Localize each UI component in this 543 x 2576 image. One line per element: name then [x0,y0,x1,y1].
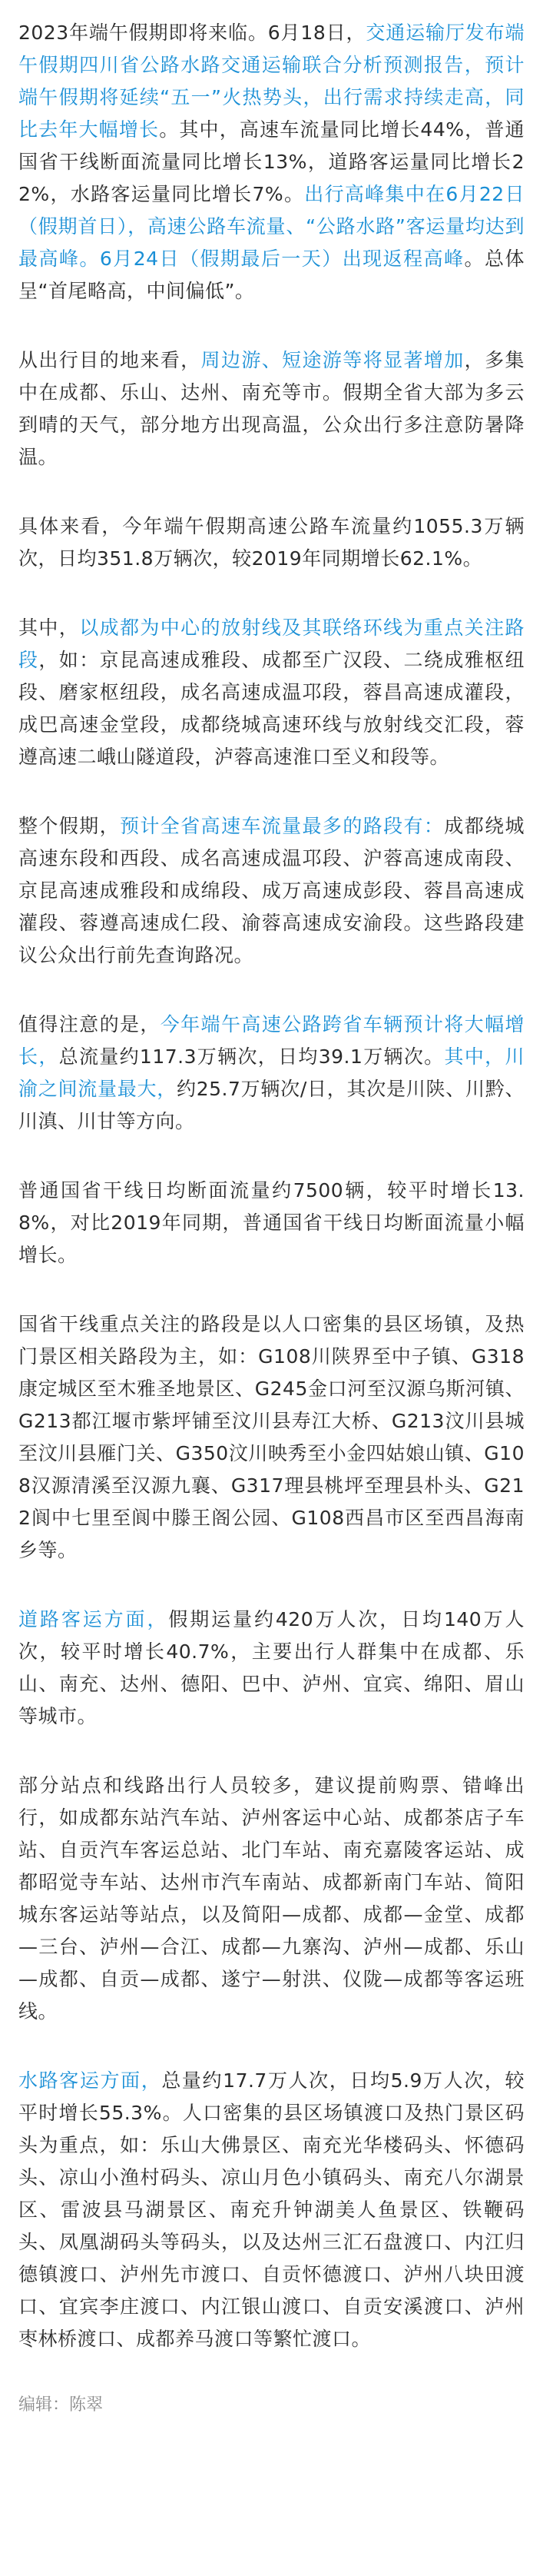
highlighted-text: 道路客运方面， [18,1608,169,1630]
body-text: 国省干线重点关注的路段是以人口密集的县区场镇，及热门景区相关路段为主，如：G108川陕界至中子镇、G318康定城区至木雅圣地景区、G245金口河至汉源乌斯河镇、G213都江堰市紫坪铺至汶川县寿江大桥、G213汶川县城至汶川县雁门关、G350汶川映秀至小金四姑娘山镇、G108汉源清溪至汉源九襄、G317理县桃坪至理县朴头、G212阆中七里至阆中滕王阁公园、G108西昌市区至西昌海南乡等。 [18,1313,525,1561]
body-text: 具体来看，今年端午假期高速公路车流量约1055.3万辆次，日均351.8万辆次，较2019年同期增长62.1%。 [18,515,525,570]
body-text: 整个假期， [18,815,120,837]
highlighted-text: 其中，川渝之间流量最大， [18,1045,525,1100]
para-trunk-sections [18,1308,525,1567]
body-text: 部分站点和线路出行人员较多，建议提前购票、错峰出行，如成都东站汽车站、泸州客运中心站、成都茶店子车站、自贡汽车客运总站、北门车站、南充嘉陵客运站、成都昭觉寺车站、达州市汽车南站、成都新南门车站、简阳城东客运站等站点，以及简阳—成都、成都—金堂、成都—三台、泸州—合江、成都—九寨沟、泸州—成都、乐山—成都、自贡—成都、遂宁—射洪、仪陇—成都等客运班线。 [18,1774,525,2023]
para-highway-volume [18,510,525,575]
para-cross-city [18,1009,525,1138]
highlighted-text: 交通运输厅发布端午假期四川省公路水路交通运输联合分析预测报告，预计端午假期将延续“五一”火热势头，出行需求持续走高，同比去年大幅增长 [18,22,525,141]
body-text: 普通国省干线日均断面流量约7500辆，较平时增长13.8%，对比2019年同期，普通国省干线日均断面流量小幅增长。 [18,1179,525,1266]
body-text: ，如：京昆高速成雅段、成都至广汉段、二绕成雅枢纽段、磨家枢纽段，成名高速成温邛段，蓉昌高速成灌段，成巴高速金堂段，成都绕城高速环线与放射线交汇段，蓉遵高速二峨山隧道段，泸蓉高速淮口至义和段等。 [18,649,525,768]
body-text: 2023年端午假期即将来临。6月18日， [18,22,366,44]
para-road-passenger [18,1604,525,1733]
body-text: 总量约17.7万人次，日均5.9万人次，较平时增长55.3%。人口密集的县区场镇渡口及热门景区码头为重点，如：乐山大佛景区、南充光华楼码头、怀德码头、凉山小渔村码头、凉山月色小镇码头、南充八尔湖景区、雷波县马湖景区、南充升钟湖美人鱼景区、铁鞭码头、凤凰湖码头等码头，以及达州三汇石盘渡口、内江归德镇渡口、泸州先市渡口、自贡怀德渡口、泸州八块田渡口、宜宾李庄渡口、内江银山渡口、自贡安溪渡口、泸州枣林桥渡口、成都养马渡口等繁忙渡口。 [18,2069,525,2350]
body-text: 其中， [18,617,80,639]
body-text: 约25.7万辆次/日，其次是川陕、川黔、川滇、川甘等方向。 [18,1078,525,1132]
highlighted-text: 出行高峰集中在6月22日（假期首日），高速公路车流量、“公路水路”客运量均达到最高峰。6月24日（假期最后一天）出现返程高峰 [18,183,525,270]
body-text: 成都绕城高速东段和西段、成名高速成温邛段、沪蓉高速成南段、京昆高速成雅段和成绵段、成万高速成彭段、蓉昌高速成灌段、蓉遵高速成仁段、渝蓉高速成安渝段。这些路段建议公众出行前先查询路况。 [18,815,525,966]
para-destinations [18,344,525,474]
para-waterway [18,2065,525,2355]
body-text: 值得注意的是， [18,1013,161,1035]
body-text: 。其中，高速车流量同比增长44%，普通国省干线断面流量同比增长13%，道路客运量同比增长22%，水路客运量同比增长7%。 [18,118,525,205]
para-trunk-lines [18,1175,525,1271]
para-key-sections [18,612,525,773]
highlighted-text: 今年端午高速公路跨省车辆预计将大幅增长， [18,1013,525,1068]
body-text: ，多集中在成都、乐山、达州、南充等市。假期全省大部为多云到晴的天气，部分地方出现高温，公众出行多注意防暑降温。 [18,349,525,468]
para-intro [18,17,525,307]
body-text: 从出行目的地来看， [18,349,201,371]
para-stations [18,1770,525,2028]
body-text: 。总体呈“首尾略高，中间偏低”。 [18,248,525,302]
highlighted-text: 周边游、短途游等将显著增加 [200,349,465,371]
body-text: 总流量约117.3万辆次，日均39.1万辆次。 [58,1045,445,1068]
editor-caption: 编辑：陈翠 [18,2395,104,2415]
highlighted-text: 预计全省高速车流量最多的路段有： [119,815,445,837]
body-text: 假期运量约420万人次，日均140万人次，较平时增长40.7%，主要出行人群集中在成都、乐山、南充、达州、德阳、巴中、泸州、宜宾、绵阳、眉山等城市。 [18,1608,525,1727]
highlighted-text: 水路客运方面， [18,2069,162,2092]
highlighted-text: 以成都为中心的放射线及其联络环线为重点关注路段 [18,617,525,671]
para-busiest-sections [18,810,525,972]
